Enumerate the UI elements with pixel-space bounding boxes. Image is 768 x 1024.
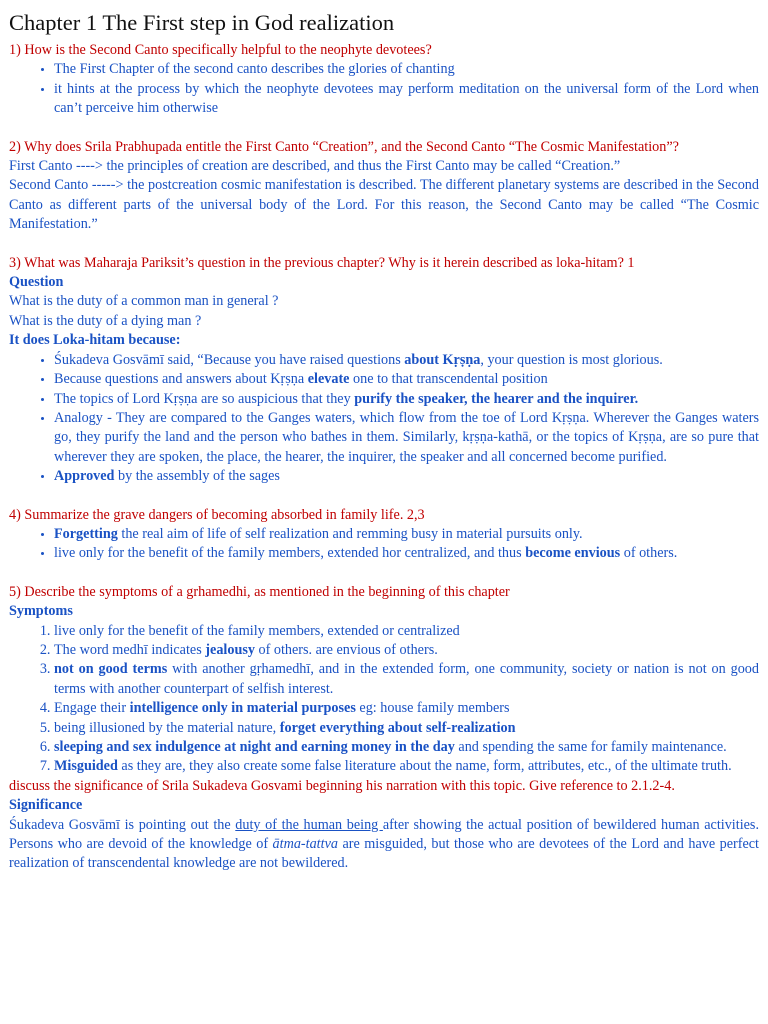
loka-hitam-bullet-1	[54, 351, 759, 370]
symptoms-list	[9, 622, 759, 777]
question-line-1: What is the duty of a common man in general ?	[9, 293, 279, 310]
dangers-bullet-2	[54, 544, 759, 563]
loka-hitam-bullet-2	[54, 370, 759, 389]
question-line-2: What is the duty of a dying man ?	[9, 312, 202, 329]
loka-hitam-list	[9, 351, 759, 487]
spacer	[9, 487, 759, 506]
symptom-item-5	[54, 719, 759, 738]
text-run: The topics of Lord Kṛṣṇa are so auspicious that they	[54, 390, 355, 407]
symptom-item-3	[54, 660, 759, 699]
text-run: The word medhī indicates	[54, 641, 206, 658]
answer-1-bullet-1: • The First Chapter of the second canto describes the glories of chanting	[54, 60, 759, 79]
text-run: live only for the benefit of the family members, extended hor centralized, and thus	[54, 545, 526, 562]
underlined-phrase: duty of the human being	[235, 816, 383, 833]
text-run: and spending the same for family maintenance.	[454, 739, 727, 755]
answer-2-second-canto: Second Canto -----> the postcreation cosmic manifestation is described. The different planetary systems are described in the Second Canto as different parts of the universal body of the Lord. For this reason, the Second Canto may be called “The Cosmic Manifestation.”	[9, 177, 759, 233]
loka-hitam-bullet-4: • Analogy - They are compared to the Ganges waters, which flow from the toe of Lord Kṛṣṇa. Wherever the Ganges waters go, they purify the land and the person who bathes in them. Similarly, kṛṣṇa-kathā, or the topics of Kṛṣṇa, are so pure that wherever they are spoken, the place, the hearer, the inquirer, the speaker and all concerned become purified.	[54, 409, 759, 467]
question-6: discuss the significance of Srila Sukadeva Gosvami beginning his narration with this topic. Give reference to 2.1.2-4.	[9, 777, 675, 794]
text-run: being illusioned by the material nature,	[54, 719, 280, 736]
answer-1-bullet-2: • it hints at the process by which the neophyte devotees may perform meditation on the universal form of the Lord when can’t perceive him otherwise	[54, 80, 759, 119]
text-run: as they are, they also create some false literature about the name, form, attributes, etc., of the ultimate truth.	[117, 758, 732, 775]
spacer	[9, 235, 759, 254]
text-run: Engage their	[54, 700, 130, 717]
symptom-item-4	[54, 699, 759, 718]
text-run: with another gṛhamedhī, and in the extended form, one community, society or nation is not on good terms with another counterpart of selfish interest.	[54, 661, 759, 697]
text-run: of others. are envious of others.	[254, 641, 438, 658]
spacer	[9, 564, 759, 583]
text-run: Śukadeva Gosvāmī is pointing out the	[9, 816, 236, 833]
emphasis: elevate	[307, 371, 350, 388]
emphasis: jealousy	[205, 641, 255, 658]
text-run: , your question is most glorious.	[480, 351, 663, 368]
dangers-list	[9, 525, 759, 564]
text-run: Because questions and answers about Kṛṣṇa	[54, 371, 308, 388]
symptom-item-1: 1. live only for the benefit of the family members, extended or centralized	[54, 622, 759, 641]
emphasis: sleeping and sex indulgence at night and earning money in the day	[54, 739, 455, 755]
answer-1-list	[9, 60, 759, 118]
loka-hitam-bullet-3	[54, 390, 759, 409]
emphasis: Misguided	[54, 758, 118, 775]
question-1: 1) How is the Second Canto specifically helpful to the neophyte devotees?	[9, 42, 432, 58]
emphasis: Approved	[54, 468, 115, 485]
italic-term: ātma-tattva	[272, 836, 338, 853]
emphasis: become envious	[525, 545, 621, 562]
emphasis: not on good terms	[54, 661, 168, 678]
text-run: of others.	[620, 545, 678, 562]
loka-hitam-bullet-5	[54, 467, 759, 486]
emphasis: purify the speaker, the hearer and the inquirer.	[354, 390, 639, 407]
significance-paragraph	[9, 816, 759, 874]
text-run: the real aim of life of self realization and remming busy in material pursuits only.	[117, 525, 583, 542]
emphasis: about Kṛṣṇa	[404, 351, 481, 368]
text-run: one to that transcendental position	[349, 371, 548, 388]
symptom-item-2	[54, 641, 759, 660]
question-4: 4) Summarize the grave dangers of becoming absorbed in family life. 2,3	[9, 506, 425, 523]
symptom-item-6	[54, 738, 759, 757]
text-run: are misguided, but those who are devotees of the Lord and have perfect realization of transcendental knowledge are not bewildered.	[9, 836, 759, 872]
text-run: after showing the actual position of bewildered human activities. Persons who are devoid of the knowledge of	[9, 816, 759, 853]
dangers-bullet-1	[54, 525, 759, 544]
text-run: by the assembly of the sages	[114, 468, 280, 485]
spacer	[9, 119, 759, 138]
emphasis: Forgetting	[54, 525, 118, 542]
text-run: eg: house family members	[355, 700, 510, 717]
text-run: Śukadeva Gosvāmī said, “Because you have raised questions	[54, 351, 405, 368]
answer-2-first-canto: First Canto ----> the principles of creation are described, and thus the First Canto may be called “Creation.”	[9, 158, 621, 175]
symptoms-heading: Symptoms	[9, 603, 73, 620]
chapter-title: Chapter 1 The First step in God realization	[9, 10, 395, 35]
question-2: 2) Why does Srila Prabhupada entitle the First Canto “Creation”, and the Second Canto “The Cosmic Manifestation”?	[9, 138, 679, 155]
emphasis: forget everything about self-realization	[279, 719, 516, 736]
question-heading: Question	[9, 274, 64, 291]
loka-hitam-heading: It does Loka-hitam because:	[9, 332, 181, 349]
question-5: 5) Describe the symptoms of a grhamedhi, as mentioned in the beginning of this chapter	[9, 583, 510, 600]
emphasis: intelligence only in material purposes	[129, 700, 356, 717]
symptom-item-7	[54, 757, 759, 776]
significance-heading: Significance	[9, 797, 83, 814]
question-3: 3) What was Maharaja Pariksit’s question in the previous chapter? Why is it herein described as loka-hitam? 1	[9, 254, 635, 271]
